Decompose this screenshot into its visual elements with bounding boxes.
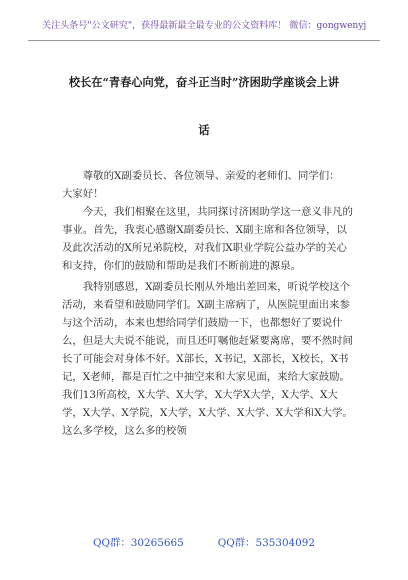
paragraph: 今天，我们相聚在这里，共同探讨济困助学这一意义非凡的事业。首先，我衷心感谢X副委员长、X副主席和各位领导，以及此次活动的X所兄弟院校，对我们X职业学院公益办学的关心和支持，你们的鼓励和帮助是我们不断前进的源泉。 [62, 206, 353, 272]
greeting: 大家好！ [62, 188, 104, 200]
header-divider [28, 40, 380, 41]
document-body [62, 167, 354, 443]
header-promo-note: 关注头条号"公文研究"，获得最新最全最专业的公文资料库！ 微信：gongwenyj [41, 20, 367, 31]
document-title-continuation: 话 [198, 123, 210, 137]
document-title: 校长在“青春心向党，奋斗正当时”济困助学座谈会上讲 [68, 75, 340, 89]
paragraph: 我特别感恩，X副委员长刚从外地出差回来，听说学校这个活动，来看望和鼓励同学们。X副主席病了，从医院里面出来参与这个活动，本来也想给同学们鼓励一下，也都想好了要说什么，但是大夫说不能说，而且还叮嘱他赶紧要离席，要不然时间长了可能会对身体不好。X部长，X书记，X部长，X校长，X书记，X老师，都是百忙之中抽空来和大家见面，来给大家鼓励。我们13所高校，X大学、X大学，X大学X大学，X大学、X大学，X大学、X学院，X大学，X大学、X大学、X大学和X大学。这么多学校，这么多的校领 [62, 281, 353, 437]
footer-qq-group-2: QQ群：535304092 [217, 537, 316, 549]
footer-contact [0, 534, 408, 549]
footer-qq-group-1: QQ群：30265665 [92, 537, 184, 549]
salutation: 尊敬的X副委员长、各位领导、亲爱的老师们、同学们： [82, 170, 340, 182]
